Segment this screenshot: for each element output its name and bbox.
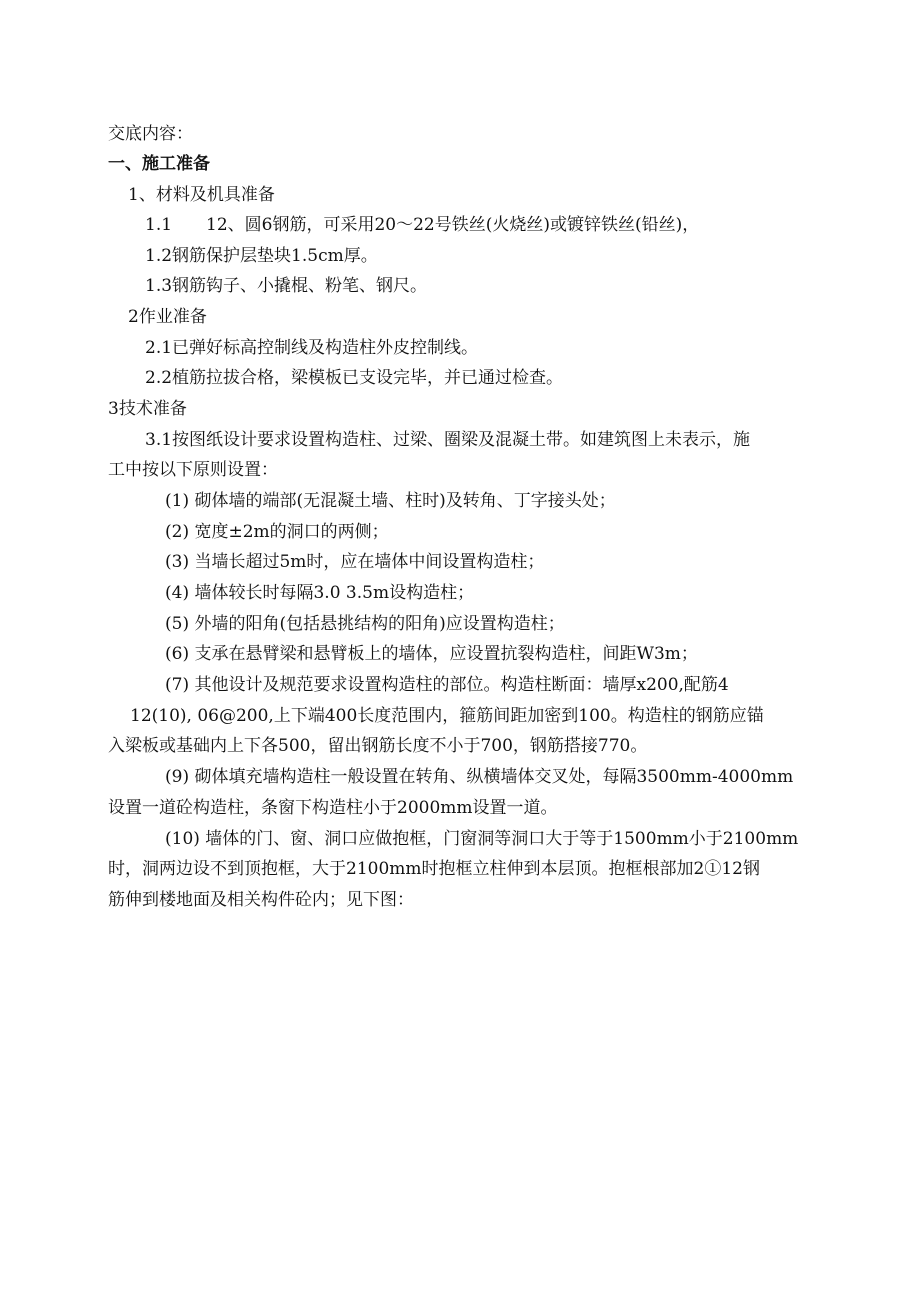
list-item-4: (4) 墙体较长时每隔3.0 3.5m设构造柱； (165, 583, 475, 603)
section-title: 一、施工准备 (108, 154, 210, 174)
list-item-1: (1) 砌体墙的端部(无混凝土墙、柱时)及转角、丁字接头处； (165, 491, 616, 511)
paragraph-3-1-line1: 3.1按图纸设计要求设置构造柱、过梁、圈梁及混凝土带。如建筑图上未表示，施 (145, 430, 751, 450)
paragraph-3-1-line2: 工中按以下原则设置： (108, 460, 278, 480)
heading-work-prep: 2作业准备 (128, 307, 207, 327)
list-item-10-line1: (10) 墙体的门、窗、洞口应做抱框，门窗洞等洞口大于等于1500mm小于2100mm (165, 829, 799, 849)
paragraph-2-2: 2.2植筋拉拔合格，梁模板已支设完毕，并已通过检查。 (145, 368, 564, 388)
paragraph-2-1: 2.1已弹好标高控制线及构造柱外皮控制线。 (145, 338, 479, 358)
list-item-2: (2) 宽度±2m的洞口的两侧； (165, 522, 389, 542)
list-item-7-line2: 12(10), 06@200,上下端400长度范围内，箍筋间距加密到100。构造柱的钢筋应锚 (130, 706, 764, 726)
list-item-10-line2: 时，洞两边设不到顶抱框，大于2100mm时抱框立柱伸到本层顶。抱框根部加2①12钢 (108, 859, 760, 879)
list-item-5: (5) 外墙的阳角(包括悬挑结构的阳角)应设置构造柱； (165, 614, 565, 634)
paragraph-1-1: 1.1 12、圆6钢筋，可采用20～22号铁丝(火烧丝)或镀锌铁丝(铅丝)， (145, 215, 700, 235)
list-item-9-line2: 设置一道砼构造柱，条窗下构造柱小于2000mm设置一道。 (108, 798, 558, 818)
list-item-7-line1: (7) 其他设计及规范要求设置构造柱的部位。构造柱断面：墙厚x200,配筋4 (165, 675, 729, 695)
list-item-10-line3: 筋伸到楼地面及相关构件砼内；见下图： (108, 890, 414, 910)
heading-tech-prep: 3技术准备 (108, 399, 187, 419)
paragraph-1-2: 1.2钢筋保护层垫块1.5cm厚。 (145, 246, 378, 266)
list-item-6: (6) 支承在悬臂梁和悬臂板上的墙体，应设置抗裂构造柱，间距W3m； (165, 644, 698, 664)
heading-materials: 1、材料及机具准备 (128, 185, 275, 205)
intro-label: 交底内容： (108, 124, 193, 144)
list-item-7-line3: 入梁板或基础内上下各500，留出钢筋长度不小于700，钢筋搭接770。 (108, 736, 648, 756)
list-item-3: (3) 当墙长超过5m时，应在墙体中间设置构造柱； (165, 552, 545, 572)
list-item-9-line1: (9) 砌体填充墙构造柱一般设置在转角、纵横墙体交叉处，每隔3500mm-4000mm (165, 767, 794, 787)
paragraph-1-3: 1.3钢筋钩子、小撬棍、粉笔、钢尺。 (145, 276, 428, 296)
